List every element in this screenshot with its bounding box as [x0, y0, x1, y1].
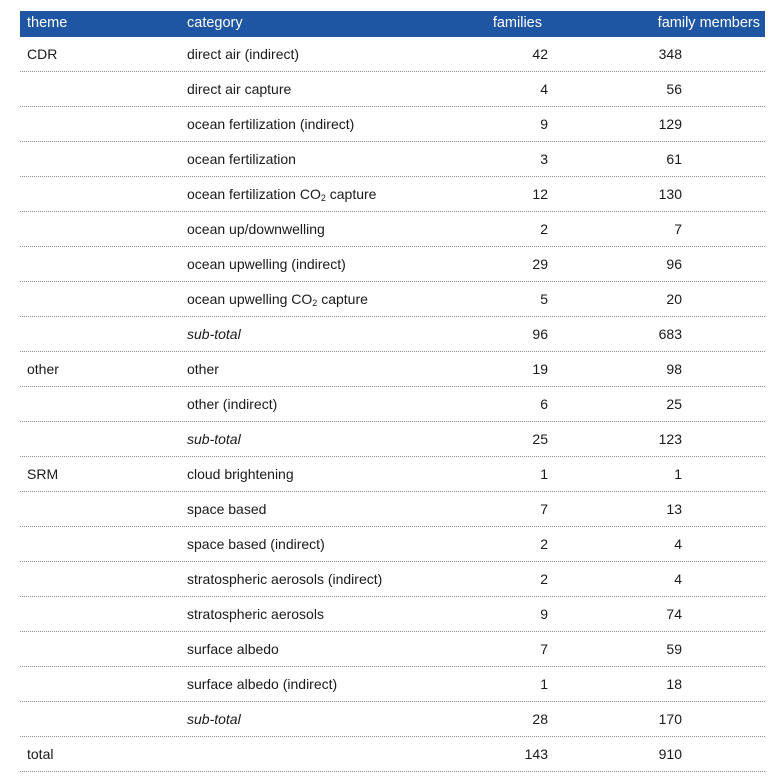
family-members-cell: 98: [666, 361, 682, 377]
family-members-cell: 20: [666, 291, 682, 307]
subtotal-row: [20, 702, 765, 737]
families-cell: 2: [540, 536, 548, 552]
family-members-cell: 25: [666, 396, 682, 412]
total-row: [20, 737, 765, 772]
category-cell: sub-total: [187, 326, 241, 342]
families-cell: 9: [540, 606, 548, 622]
families-cell: 19: [532, 361, 548, 377]
category-cell: sub-total: [187, 711, 241, 727]
table-row: [20, 282, 765, 317]
family-members-cell: 4: [674, 536, 682, 552]
table-row: [20, 177, 765, 212]
family-members-cell: 130: [658, 186, 682, 202]
family-members-cell: 59: [666, 641, 682, 657]
subtotal-row: [20, 317, 765, 352]
category-cell: sub-total: [187, 431, 241, 447]
category-cell: space based (indirect): [187, 536, 325, 552]
theme-cell: total: [27, 746, 54, 762]
table-row: [20, 632, 765, 667]
families-cell: 28: [532, 711, 548, 727]
category-cell: space based: [187, 501, 267, 517]
category-cell: ocean fertilization: [187, 151, 296, 167]
table-row: [20, 247, 765, 282]
header-families: families: [492, 15, 542, 31]
families-cell: 4: [540, 81, 548, 97]
families-cell: 3: [540, 151, 548, 167]
families-cell: 7: [540, 501, 548, 517]
category-cell: ocean upwelling $CO_2$ capture: [187, 291, 368, 308]
subtotal-row: [20, 422, 765, 457]
patent-family-table: [20, 11, 765, 772]
families-cell: 12: [532, 186, 548, 202]
family-members-cell: 7: [674, 221, 682, 237]
families-cell: 29: [532, 256, 548, 272]
family-members-cell: 348: [658, 46, 682, 62]
category-cell: ocean upwelling (indirect): [187, 256, 346, 272]
families-cell: 42: [532, 46, 548, 62]
families-cell: 2: [540, 221, 548, 237]
family-members-cell: 1: [674, 466, 682, 482]
table-header: [20, 11, 765, 37]
table-body: [20, 37, 765, 772]
table-row: [20, 667, 765, 702]
families-cell: 6: [540, 396, 548, 412]
header-family-members: family members: [657, 15, 760, 31]
families-cell: 143: [524, 746, 548, 762]
category-cell: cloud brightening: [187, 466, 294, 482]
families-cell: 25: [532, 431, 548, 447]
families-cell: 2: [540, 571, 548, 587]
families-cell: 1: [540, 676, 548, 692]
family-members-cell: 683: [658, 326, 682, 342]
families-cell: 1: [540, 466, 548, 482]
table-row: [20, 457, 765, 492]
table-row: [20, 72, 765, 107]
table-row: [20, 107, 765, 142]
category-cell: other (indirect): [187, 396, 278, 412]
table-row: [20, 387, 765, 422]
category-cell: surface albedo (indirect): [187, 676, 338, 692]
theme-cell: CDR: [27, 46, 58, 62]
family-members-cell: 129: [658, 116, 682, 132]
family-members-cell: 123: [658, 431, 682, 447]
theme-cell: SRM: [27, 466, 59, 482]
family-members-cell: 74: [666, 606, 682, 622]
table-row: [20, 37, 765, 72]
category-cell: direct air (indirect): [187, 46, 300, 62]
table-row: [20, 142, 765, 177]
category-cell: surface albedo: [187, 641, 279, 657]
table-row: [20, 352, 765, 387]
category-cell: direct air capture: [187, 81, 292, 97]
family-members-cell: 910: [658, 746, 682, 762]
family-members-cell: 4: [674, 571, 682, 587]
header-category: category: [187, 15, 243, 31]
category-cell: ocean fertilization $CO_2$ capture: [187, 186, 377, 203]
category-cell: ocean up/downwelling: [187, 221, 325, 237]
header-theme: theme: [27, 15, 68, 31]
family-members-cell: 18: [666, 676, 682, 692]
category-cell: ocean fertilization (indirect): [187, 116, 355, 132]
family-members-cell: 96: [666, 256, 682, 272]
table-row: [20, 492, 765, 527]
families-cell: 5: [540, 291, 548, 307]
table-row: [20, 597, 765, 632]
table-row: [20, 527, 765, 562]
table-row: [20, 562, 765, 597]
family-members-cell: 13: [666, 501, 682, 517]
families-cell: 96: [532, 326, 548, 342]
family-members-cell: 61: [666, 151, 682, 167]
families-cell: 7: [540, 641, 548, 657]
category-cell: other: [187, 361, 219, 377]
category-cell: stratospheric aerosols (indirect): [187, 571, 383, 587]
families-cell: 9: [540, 116, 548, 132]
family-members-cell: 56: [666, 81, 682, 97]
family-members-cell: 170: [658, 711, 682, 727]
table-row: [20, 212, 765, 247]
category-cell: stratospheric aerosols: [187, 606, 324, 622]
theme-cell: other: [27, 361, 59, 377]
